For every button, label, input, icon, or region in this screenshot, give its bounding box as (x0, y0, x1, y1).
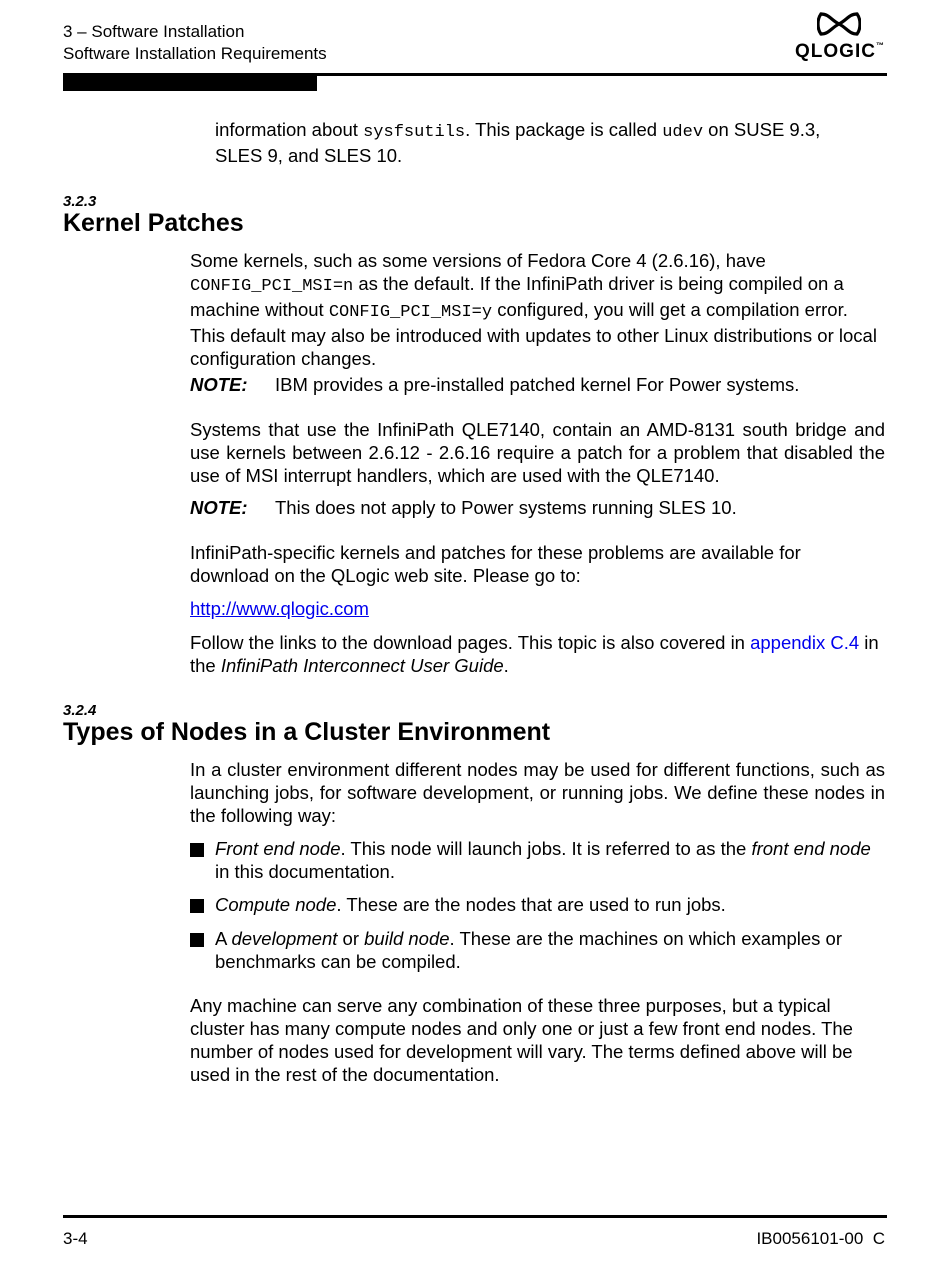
note-text: IBM provides a pre-installed patched kernel For Power systems. (275, 374, 800, 395)
bullet-square-icon (190, 843, 204, 857)
bullet-square-icon (190, 933, 204, 947)
nodes-closing-paragraph: Any machine can serve any combination of these three purposes, but a typical cluster has many compute nodes and only one or just a few front end nodes. The number of nodes used for development will vary. The terms defined above will be used in the rest of the documentation. (190, 995, 853, 1085)
kernel-paragraph-4: Follow the links to the download pages. This topic is also covered in appendix C.4 in the InfiniPath Interconnect User Guide. (190, 632, 879, 676)
header-tab-bar (63, 76, 317, 91)
section-title: Kernel Patches (63, 209, 244, 237)
appendix-link[interactable]: appendix C.4 (750, 632, 860, 653)
bullet-item-compute: Compute node. These are the nodes that are used to run jobs. (215, 894, 726, 915)
kernel-paragraph-2: Systems that use the InfiniPath QLE7140, contain an AMD-8131 south bridge and use kernels between 2.6.12 - 2.6.16 require a patch for a problem that disabled the use of MSI interrupt handlers, which are used with the QLE7140. (190, 419, 885, 486)
footer-rule (63, 1215, 887, 1218)
bullet-square-icon (190, 899, 204, 913)
qlogic-logo (795, 10, 885, 66)
note-text: This does not apply to Power systems running SLES 10. (275, 497, 737, 518)
bullet-item-front-end: Front end node. This node will launch jobs. It is referred to as the front end node in this documentation. (215, 838, 871, 882)
qlogic-logo-wordmark: QLOGIC™ (795, 41, 885, 62)
qlogic-logo-mark-icon (817, 10, 861, 38)
qlogic-url[interactable]: http://www.qlogic.com (190, 598, 369, 619)
kernel-paragraph-1: Some kernels, such as some versions of Fedora Core 4 (2.6.16), have CONFIG_PCI_MSI=n as the default. If the InfiniPath driver is being compiled on a machine without CONFIG_PCI_MSI=y configured, you will get a compilation error. This default may also be introduced with updates to other Linux distributions or local configuration changes. (190, 250, 877, 369)
running-header-chapter: 3 – Software Installation (63, 22, 245, 41)
running-header-section: Software Installation Requirements (63, 44, 327, 63)
bullet-item-development: A development or build node. These are the machines on which examples or benchmarks can be compiled. (215, 928, 843, 972)
document-id: IB0056101-00 C (756, 1229, 885, 1248)
page-number: 3-4 (63, 1229, 88, 1248)
section-number: 3.2.3 (63, 193, 97, 210)
carryover-paragraph: information about sysfsutils. This package is called udev on SUSE 9.3, SLES 9, and SLES 10. (215, 119, 821, 166)
section-title: Types of Nodes in a Cluster Environment (63, 718, 551, 746)
qlogic-website-link[interactable] (190, 597, 369, 620)
note-label: NOTE: (190, 374, 248, 395)
section-number: 3.2.4 (63, 702, 97, 719)
note-label: NOTE: (190, 497, 248, 518)
nodes-intro-paragraph: In a cluster environment different nodes may be used for different functions, such as launching jobs, for software development, or running jobs. We define these nodes in the following way: (190, 759, 885, 826)
kernel-paragraph-3: InfiniPath-specific kernels and patches for these problems are available for download on the QLogic web site. Please go to: (190, 542, 801, 586)
